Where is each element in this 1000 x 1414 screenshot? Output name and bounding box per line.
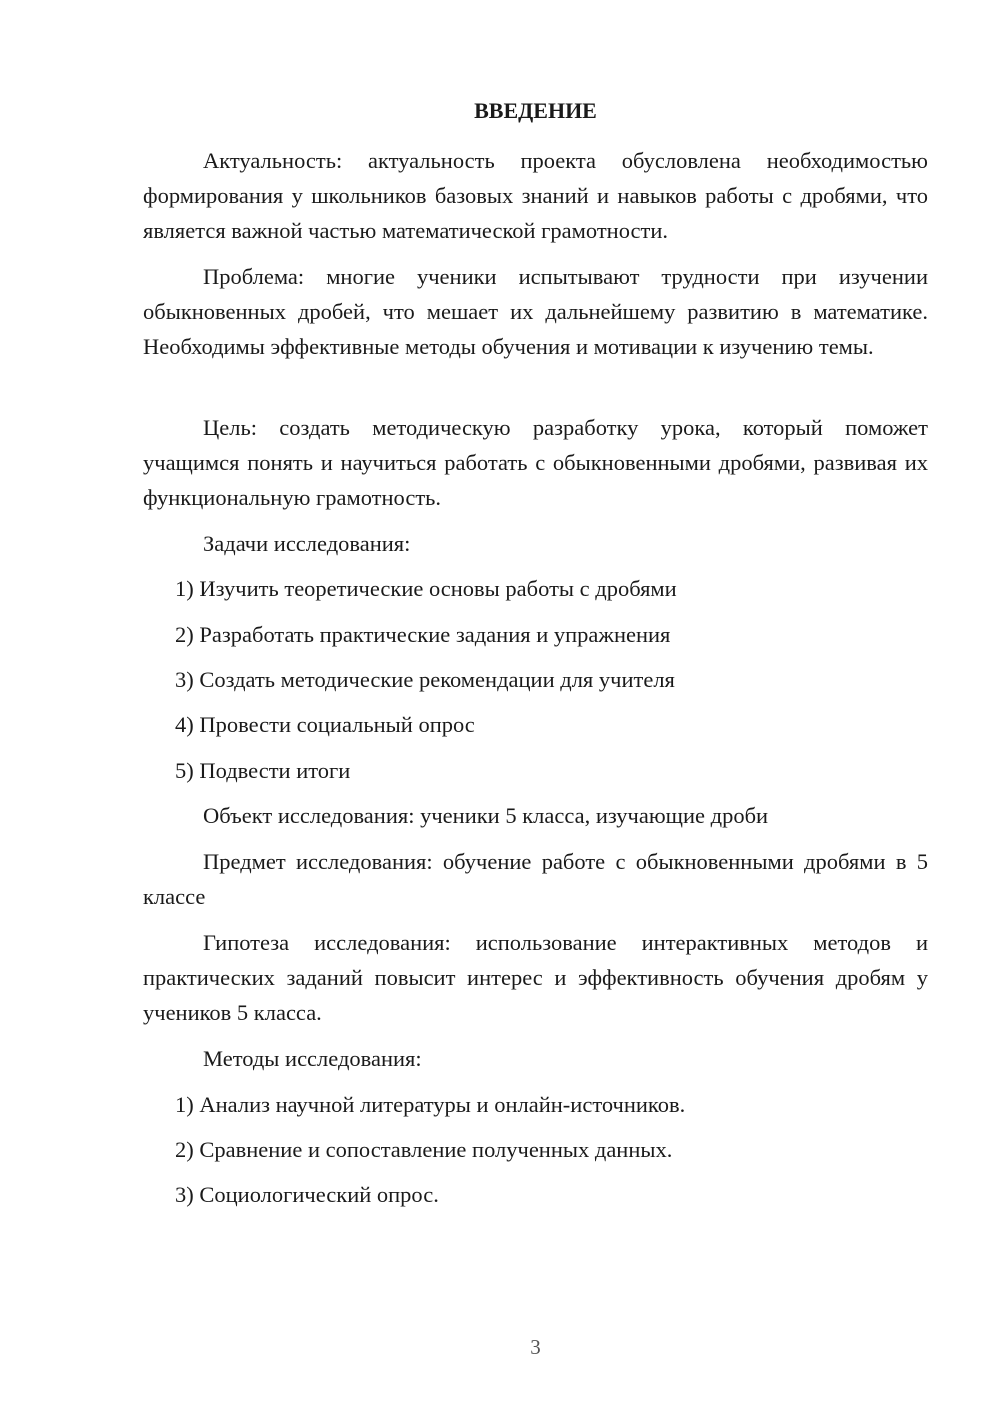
task-item: 1) Изучить теоретические основы работы с дробями	[175, 576, 677, 601]
research-subject-paragraph: Предмет исследования: обучение работе с обыкновенными дробями в 5 классе	[143, 849, 928, 909]
tasks-heading: Задачи исследования:	[203, 531, 411, 556]
document-page	[143, 0, 928, 1414]
hypothesis-paragraph: Гипотеза исследования: использование интерактивных методов и практических заданий повысит интерес и эффективность обучения дробям у учеников 5 класса.	[143, 930, 928, 1025]
page-number: 3	[530, 1335, 541, 1359]
relevance-paragraph: Актуальность: актуальность проекта обусловлена необходимостью формирования у школьников базовых знаний и навыков работы с дробями, что является важной частью математической грамотности.	[143, 148, 928, 243]
task-item: 3) Создать методические рекомендации для учителя	[175, 667, 675, 692]
section-heading: ВВЕДЕНИЕ	[474, 98, 597, 123]
task-item: 4) Провести социальный опрос	[175, 712, 475, 737]
research-object-paragraph: Объект исследования: ученики 5 класса, изучающие дроби	[203, 803, 769, 828]
method-item: 3) Социологический опрос.	[175, 1182, 439, 1207]
problem-paragraph: Проблема: многие ученики испытывают трудности при изучении обыкновенных дробей, что мешает их дальнейшему развитию в математике. Необходимы эффективные методы обучения и мотивации к изучению темы.	[143, 264, 928, 359]
methods-heading: Методы исследования:	[203, 1046, 422, 1071]
method-item: 2) Сравнение и сопоставление полученных данных.	[175, 1137, 673, 1162]
task-item: 5) Подвести итоги	[175, 758, 351, 783]
goal-paragraph: Цель: создать методическую разработку урока, который поможет учащимся понять и научиться работать с обыкновенными дробями, развивая их функциональную грамотность.	[143, 415, 928, 510]
task-item: 2) Разработать практические задания и упражнения	[175, 622, 671, 647]
method-item: 1) Анализ научной литературы и онлайн-источников.	[175, 1092, 686, 1117]
